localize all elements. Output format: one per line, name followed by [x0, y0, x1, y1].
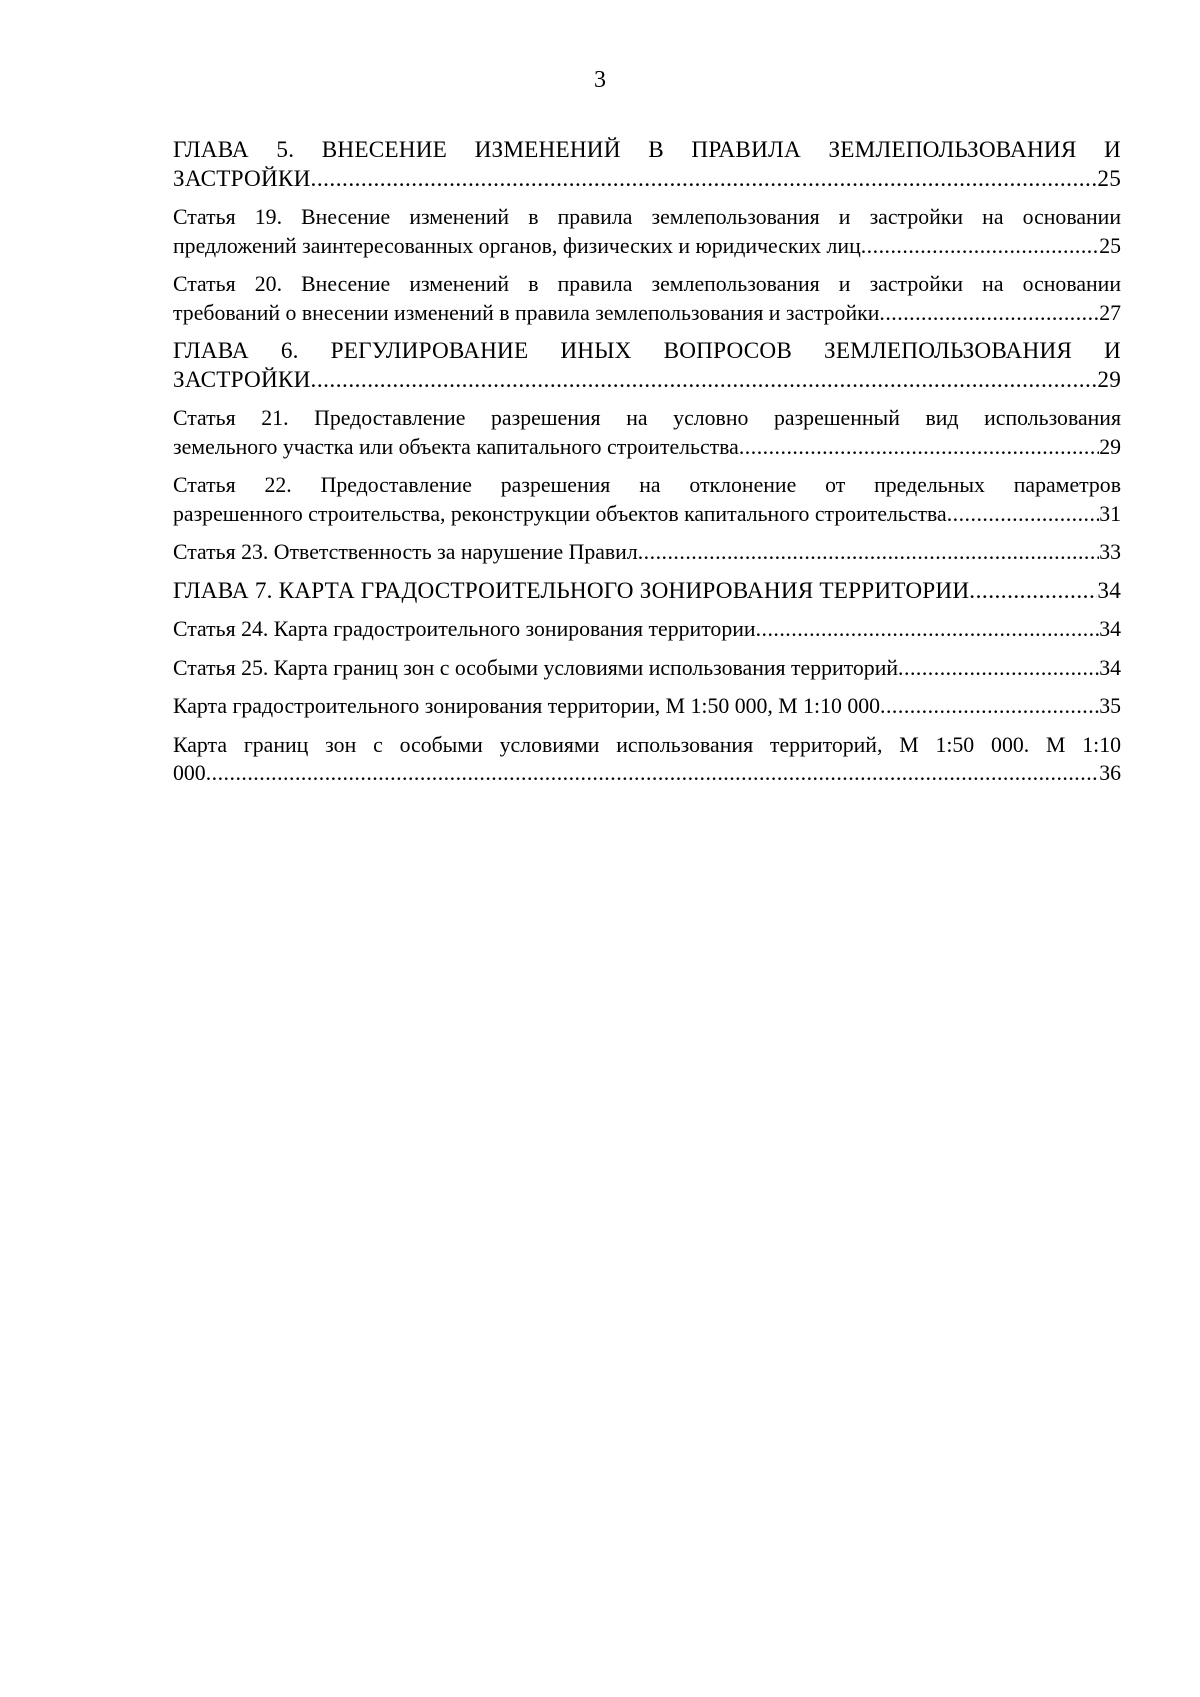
toc-entry-first-line: Статья 22. Предоставление разрешения на отклонение от предельных параметров: [173, 473, 1121, 497]
toc-entry-title: земельного участка или объекта капитального строительства: [173, 434, 739, 459]
toc-entry-chapter-6: [173, 337, 1121, 394]
toc-entry-chapter-7: [173, 577, 1121, 606]
toc-entry-last-line: [173, 615, 1121, 644]
toc-entry-last-line: [173, 433, 1121, 462]
toc-entry-last-line: [173, 165, 1121, 194]
toc-entry-article-22: [173, 471, 1121, 528]
toc-entry-article-25: [173, 654, 1121, 683]
dot-leader: [879, 299, 1099, 328]
toc-entry-title: разрешенного строительства, реконструкции объектов капитального строительства: [173, 501, 947, 526]
dot-leader: [880, 692, 1099, 721]
toc-entry-title: ЗАСТРОЙКИ: [173, 366, 311, 393]
toc-entry-page: 25: [1097, 165, 1121, 192]
toc-entry-zones-map: [173, 731, 1121, 788]
toc-entry-last-line: [173, 654, 1121, 683]
toc-entry-first-line: Статья 19. Внесение изменений в правила землепользования и застройки на основании: [173, 205, 1121, 229]
toc-entry-page: 29: [1099, 434, 1121, 459]
dot-leader: [898, 654, 1099, 683]
toc-entry-page: 36: [1099, 761, 1121, 785]
toc-entry-first-line: Статья 20. Внесение изменений в правила землепользования и застройки на основании: [173, 272, 1121, 296]
toc-entry-page: 34: [1099, 655, 1121, 680]
toc-entry-page: 27: [1099, 300, 1121, 325]
toc-entry-title: требований о внесении изменений в правила землепользования и застройки: [173, 300, 880, 325]
dot-leader: [969, 577, 1097, 606]
toc-entry-first-line: ГЛАВА 5. ВНЕСЕНИЕ ИЗМЕНЕНИЙ В ПРАВИЛА ЗЕМЛЕПОЛЬЗОВАНИЯ И: [173, 137, 1121, 163]
toc-entry-last-line: [173, 500, 1121, 529]
dot-leader: [947, 500, 1100, 529]
dot-leader: [861, 232, 1099, 261]
toc-entry-article-21: [173, 404, 1121, 461]
dot-leader: [739, 433, 1099, 462]
toc-entry-last-line: [173, 759, 1121, 788]
dot-leader: [206, 759, 1100, 788]
toc-entry-zoning-map: [173, 692, 1121, 721]
toc-entry-page: 35: [1099, 694, 1121, 718]
toc-entry-article-24: [173, 615, 1121, 644]
page-number: 3: [594, 67, 606, 93]
toc-entry-title: Статья 25. Карта границ зон с особыми условиями использования территорий: [173, 655, 899, 680]
toc-entry-page: 34: [1097, 577, 1121, 604]
toc-entry-page: 34: [1099, 617, 1121, 641]
toc-entry-page: 25: [1099, 233, 1121, 258]
toc-entry-title: 000: [173, 761, 206, 785]
dot-leader: [311, 366, 1098, 395]
toc-entry-last-line: [173, 232, 1121, 261]
toc-entry-last-line: [173, 538, 1121, 567]
toc-entry-first-line: ГЛАВА 6. РЕГУЛИРОВАНИЕ ИНЫХ ВОПРОСОВ ЗЕМЛЕПОЛЬЗОВАНИЯ И: [173, 338, 1121, 364]
toc-entry-article-20: [173, 270, 1121, 327]
toc-entry-title: Статья 24. Карта градостроительного зонирования территории: [173, 617, 756, 641]
toc-entry-article-19: [173, 203, 1121, 260]
toc-entry-title: Статья 23. Ответственность за нарушение Правил: [173, 540, 638, 564]
toc-entry-chapter-5: [173, 136, 1121, 193]
toc-entry-first-line: Статья 21. Предоставление разрешения на условно разрешенный вид использования: [173, 406, 1121, 430]
toc-entry-page: 29: [1097, 366, 1121, 393]
table-of-contents: [173, 136, 1121, 798]
toc-entry-first-line: Карта границ зон с особыми условиями использования территорий, М 1:50 000. М 1:10: [173, 732, 1121, 757]
toc-entry-last-line: [173, 692, 1121, 721]
toc-entry-last-line: [173, 366, 1121, 395]
toc-entry-article-23: [173, 538, 1121, 567]
toc-entry-title: Карта градостроительного зонирования территории, М 1:50 000, М 1:10 000: [173, 694, 881, 718]
toc-entry-title: ЗАСТРОЙКИ: [173, 165, 311, 192]
toc-entry-title: предложений заинтересованных органов, физических и юридических лиц: [173, 233, 861, 258]
dot-leader: [756, 615, 1100, 644]
toc-entry-page: 31: [1099, 501, 1121, 526]
dot-leader: [311, 165, 1098, 194]
toc-entry-page: 33: [1099, 540, 1121, 564]
toc-entry-title: ГЛАВА 7. КАРТА ГРАДОСТРОИТЕЛЬНОГО ЗОНИРОВАНИЯ ТЕРРИТОРИИ: [173, 577, 970, 604]
toc-entry-last-line: [173, 299, 1121, 328]
dot-leader: [638, 538, 1099, 567]
toc-entry-last-line: [173, 577, 1121, 606]
